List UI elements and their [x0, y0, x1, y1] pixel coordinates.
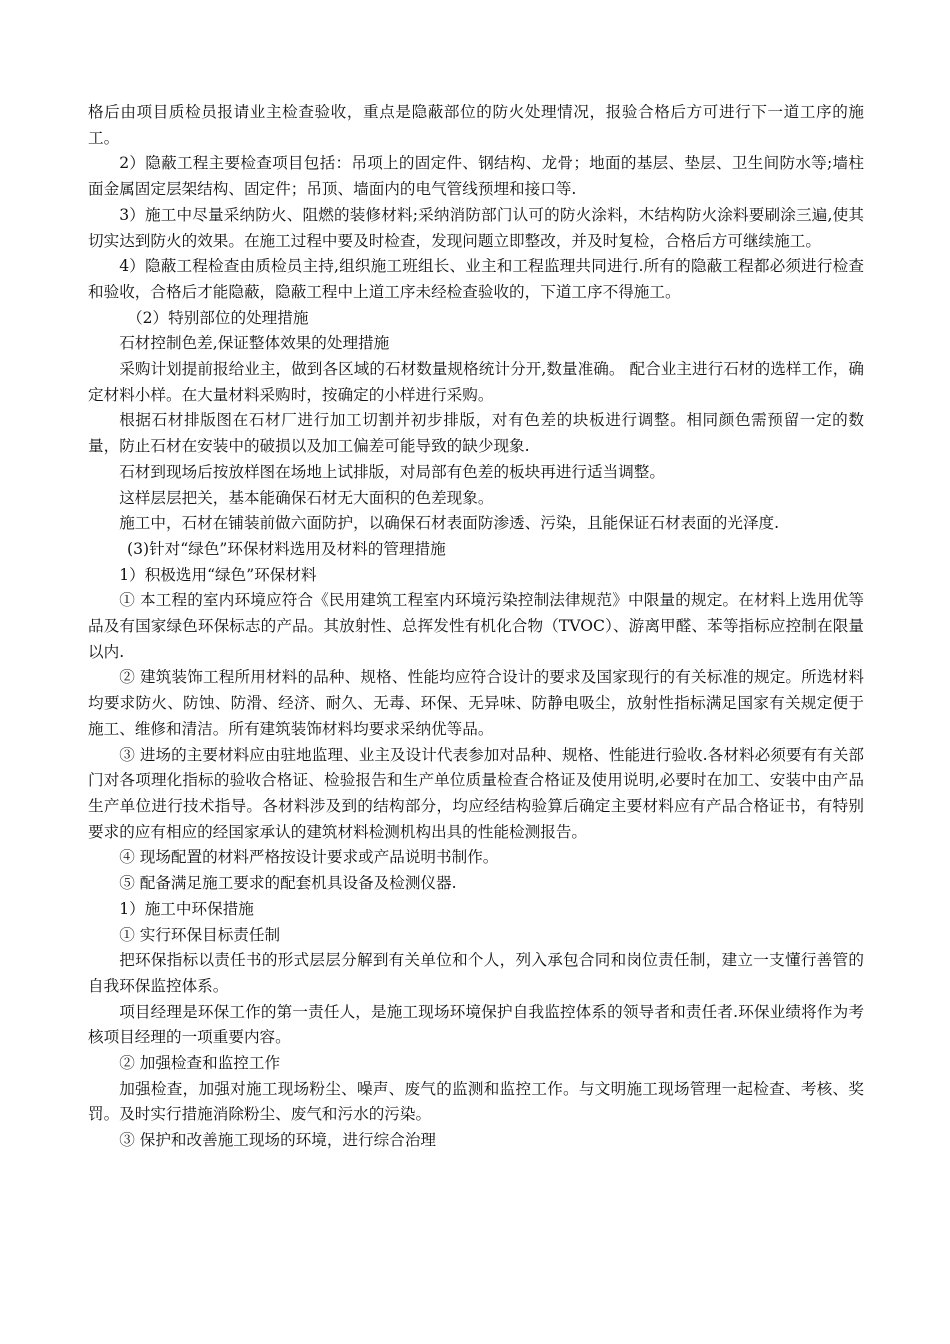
document-page	[88, 100, 864, 1154]
section-heading: （2）特别部位的处理措施	[127, 308, 309, 327]
paragraph: ② 建筑装饰工程所用材料的品种、规格、性能均应符合设计的要求及国家现行的有关标准的规定。所选材料均要求防火、防蚀、防滑、经济、耐久、无毒、环保、无异味、防静电吸尘，放射性指标满足国家有关规定便于施工、维修和清洁。所有建筑装饰材料均要求采纳优等品。	[88, 668, 864, 738]
paragraph: ② 加强检查和监控工作	[119, 1054, 281, 1073]
paragraph: ④ 现场配置的材料严格按设计要求或产品说明书制作。	[119, 848, 499, 867]
paragraph: 把环保指标以责任书的形式层层分解到有关单位和个人，列入承包合同和岗位责任制，建立一支懂行善管的自我环保监控体系。	[88, 951, 864, 995]
paragraph: 这样层层把关，基本能确保石材无大面积的色差现象。	[119, 488, 494, 507]
paragraph: ③ 保护和改善施工现场的环境，进行综合治理	[119, 1131, 437, 1150]
paragraph: 3）施工中尽量采纳防火、阻燃的装修材料;采纳消防部门认可的防火涂料，木结构防火涂料要刷涂三遍,使其切实达到防火的效果。在施工过程中要及时检查，发现问题立即整改，并及时复检，合格后方可继续施工。	[88, 205, 864, 250]
paragraph: 4）隐蔽工程检查由质检员主持,组织施工班组长、业主和工程监理共同进行.所有的隐蔽工程都必须进行检查和验收，合格后才能隐蔽，隐蔽工程中上道工序未经检查验收的，下道工序不得施工。	[88, 257, 864, 301]
paragraph: 石材控制色差,保证整体效果的处理措施	[119, 334, 390, 353]
paragraph: 根据石材排版图在石材厂进行加工切割并初步排版，对有色差的块板进行调整。相同颜色需预留一定的数量，防止石材在安装中的破损以及加工偏差可能导致的缺少现象.	[88, 411, 864, 456]
subsection-heading: 1）积极选用“绿色”环保材料	[119, 565, 317, 584]
paragraph: 石材到现场后按放样图在场地上试排版，对局部有色差的板块再进行适当调整。	[119, 462, 665, 481]
subsection-heading: 1）施工中环保措施	[119, 899, 254, 918]
paragraph: 加强检查，加强对施工现场粉尘、噪声、废气的监测和监控工作。与文明施工现场管理一起检查、考核、奖罚。及时实行措施消除粉尘、废气和污水的污染。	[88, 1079, 864, 1124]
paragraph: ① 本工程的室内环境应符合《民用建筑工程室内环境污染控制法律规范》中限量的规定。在材料上选用优等品及有国家绿色环保标志的产品。其放射性、总挥发性有机化合物（TVOC）、游离甲醛、苯等指标应控制在限量以内.	[88, 591, 864, 661]
section-heading: (3)针对“绿色”环保材料选用及材料的管理措施	[127, 539, 446, 558]
paragraph: 采购计划提前报给业主，做到各区域的石材数量规格统计分开,数量准确。 配合业主进行石材的选样工作，确定材料小样。在大量材料采购时，按确定的小样进行采购。	[88, 360, 864, 404]
paragraph: ① 实行环保目标责任制	[119, 925, 281, 944]
paragraph: ⑤ 配备满足施工要求的配套机具设备及检测仪器.	[119, 874, 457, 893]
paragraph: 格后由项目质检员报请业主检查验收，重点是隐蔽部位的防火处理情况，报验合格后方可进行下一道工序的施工。	[88, 103, 864, 147]
paragraph: 施工中，石材在铺装前做六面防护，以确保石材表面防渗透、污染，且能保证石材表面的光泽度.	[119, 514, 780, 533]
paragraph: 2）隐蔽工程主要检查项目包括：吊项上的固定件、钢结构、龙骨；地面的基层、垫层、卫生间防水等;墙柱面金属固定层架结构、固定件；吊顶、墙面内的电气管线预埋和接口等.	[88, 154, 864, 199]
paragraph: ③ 进场的主要材料应由驻地监理、业主及设计代表参加对品种、规格、性能进行验收.各材料必须要有有关部门对各项理化指标的验收合格证、检验报告和生产单位质量检查合格证及使用说明,必要时在加工、安装中由产品生产单位进行技术指导。各材料涉及到的结构部分，均应经结构验算后确定主要材料应有产品合格证书，有特别要求的应有相应的经国家承认的建筑材料检测机构出具的性能检测报告。	[88, 745, 864, 841]
paragraph: 项目经理是环保工作的第一责任人，是施工现场环境保护自我监控体系的领导者和责任者.环保业绩将作为考核项目经理的一项重要内容。	[88, 1002, 864, 1047]
